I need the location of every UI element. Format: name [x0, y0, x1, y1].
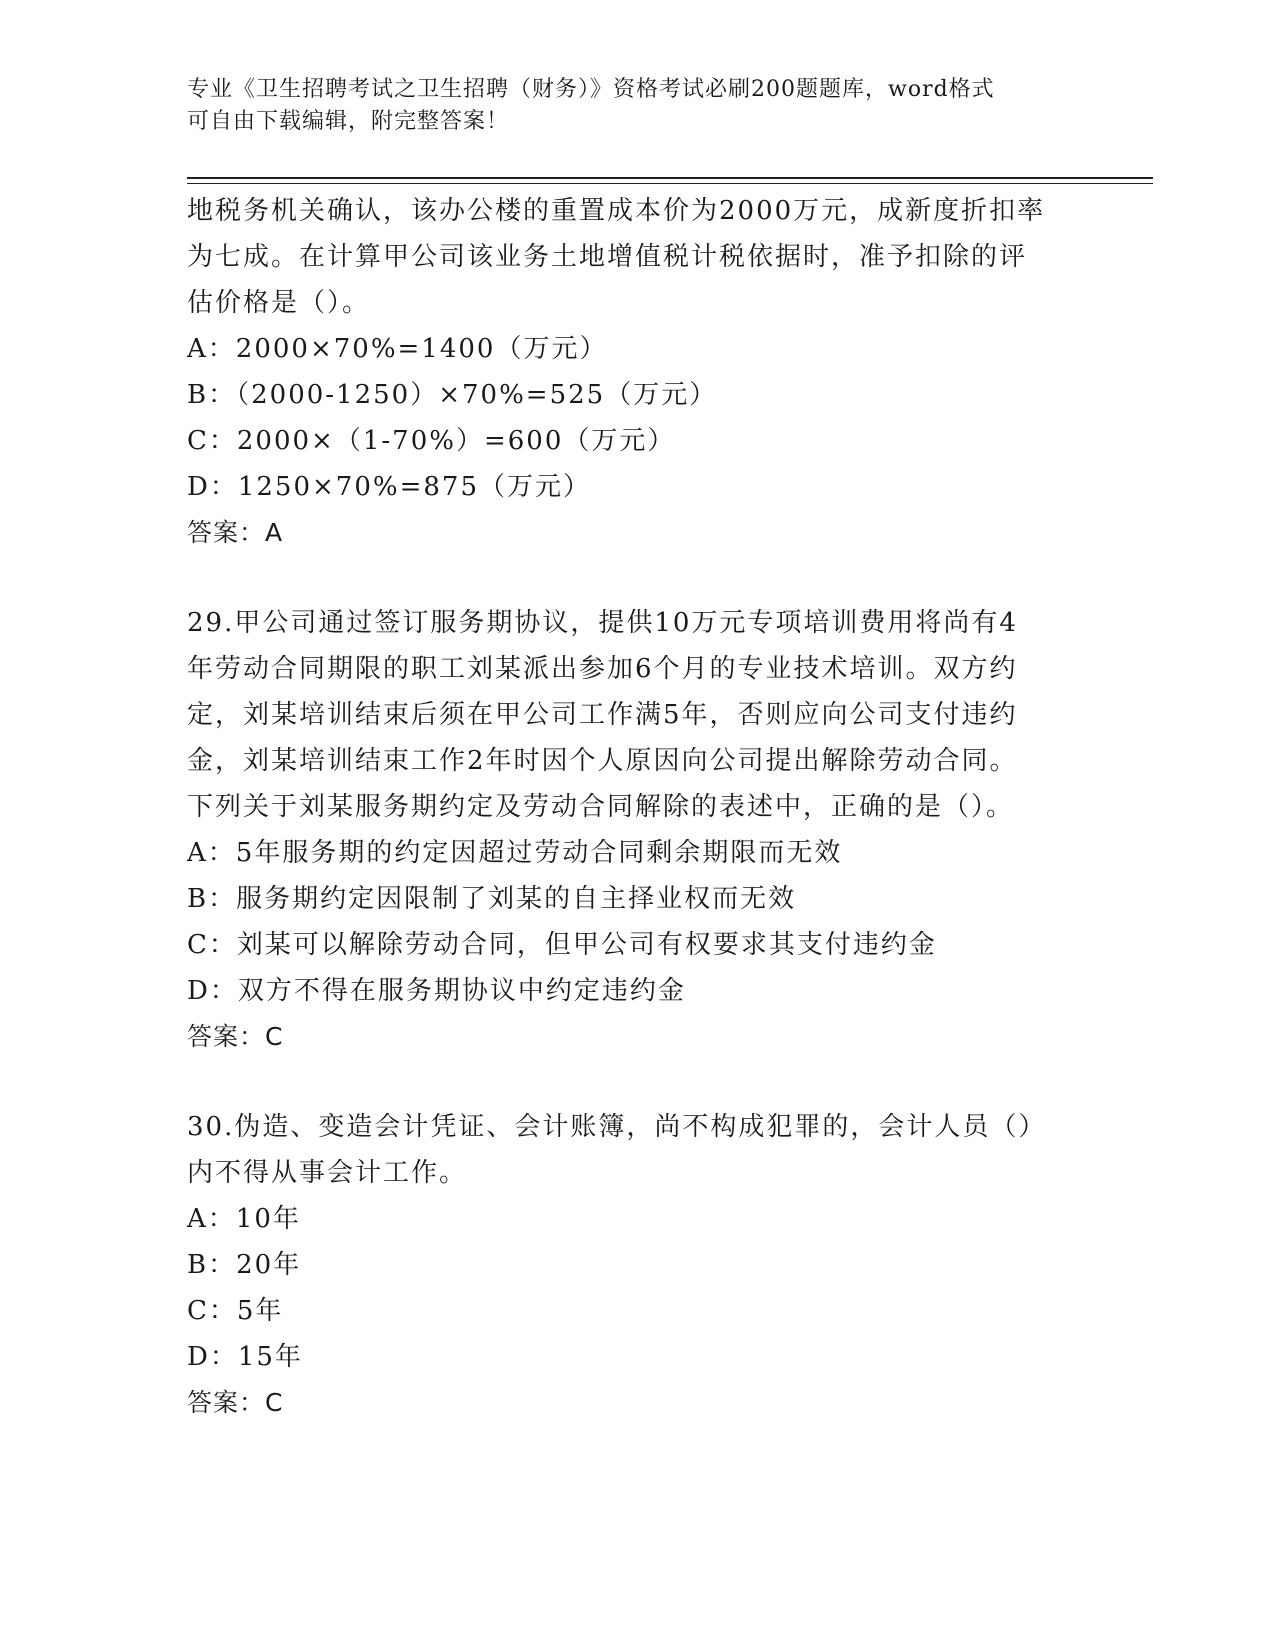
question-stem-line: 金，刘某培训结束工作2年时因个人原因向公司提出解除劳动合同。	[187, 746, 1018, 776]
question-stem-line: 地税务机关确认，该办公楼的重置成本价为2000万元，成新度折扣率	[187, 196, 1046, 226]
question-block-30	[187, 1104, 1087, 1426]
question-list	[187, 188, 1087, 1426]
question-stem-line: 为七成。在计算甲公司该业务土地增值税计税依据时，准予扣除的评	[187, 242, 1028, 272]
question-stem-line: 定，刘某培训结束后须在甲公司工作满5年，否则应向公司支付违约	[187, 700, 1018, 730]
answer-label: 答案：C	[187, 1388, 284, 1417]
question-stem-line: 年劳动合同期限的职工刘某派出参加6个月的专业技术培训。双方约	[187, 654, 1018, 684]
option-c: C：刘某可以解除劳动合同，但甲公司有权要求其支付违约金	[187, 930, 937, 960]
question-block-28	[187, 188, 1087, 556]
header-title-line-1: 专业《卫生招聘考试之卫生招聘（财务）》资格考试必刷200题题库，word格式	[187, 77, 995, 102]
question-stem-line: 29.甲公司通过签订服务期协议，提供10万元专项培训费用将尚有4	[187, 608, 1018, 638]
option-a: A：2000×70%=1400（万元）	[187, 334, 608, 364]
header-title-line-2: 可自由下载编辑，附完整答案！	[187, 109, 510, 134]
option-a: A：5年服务期的约定因超过劳动合同剩余期限而无效	[187, 838, 843, 868]
header-divider-thick	[187, 177, 1153, 179]
document-header	[187, 74, 1067, 138]
option-c: C：5年	[187, 1296, 284, 1326]
option-d: D：15年	[187, 1342, 303, 1372]
question-block-29	[187, 600, 1087, 1060]
option-c: C：2000×（1-70%）=600（万元）	[187, 426, 676, 456]
option-b: B：（2000-1250）×70%=525（万元）	[187, 380, 718, 410]
option-a: A：10年	[187, 1204, 301, 1234]
question-stem-line: 30.伪造、变造会计凭证、会计账簿，尚不构成犯罪的，会计人员（）	[187, 1112, 1047, 1142]
header-divider-thin	[187, 183, 1153, 184]
question-stem-line: 下列关于刘某服务期约定及劳动合同解除的表述中，正确的是（）。	[187, 792, 1015, 822]
option-d: D：双方不得在服务期协议中约定违约金	[187, 976, 686, 1006]
option-b: B：20年	[187, 1250, 302, 1280]
answer-label: 答案：C	[187, 1022, 284, 1051]
option-b: B：服务期约定因限制了刘某的自主择业权而无效	[187, 884, 797, 914]
question-stem-line: 估价格是（）。	[187, 288, 371, 318]
question-spacer	[187, 1060, 1087, 1104]
question-spacer	[187, 556, 1087, 600]
question-stem-line: 内不得从事会计工作。	[187, 1158, 468, 1188]
answer-label: 答案：A	[187, 518, 284, 547]
option-d: D：1250×70%=875（万元）	[187, 472, 591, 502]
